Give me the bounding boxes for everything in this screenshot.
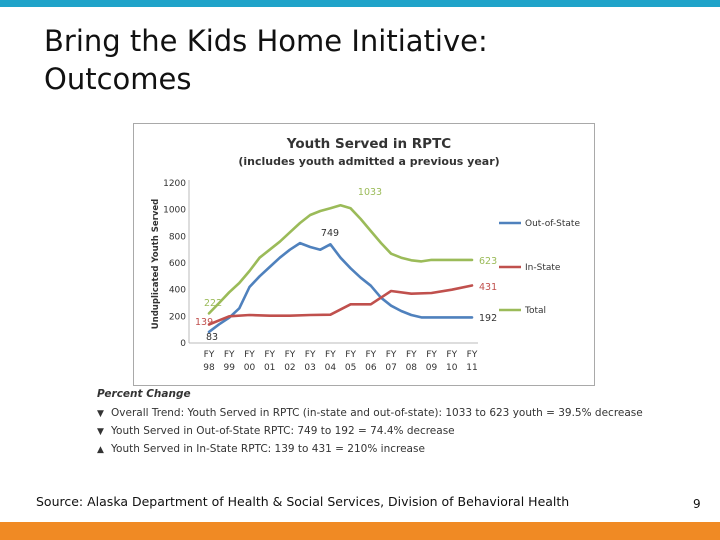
percent-change-row [97, 404, 657, 422]
data-label: 749 [320, 228, 340, 239]
series-line-out-of-state [209, 243, 472, 332]
x-tick-label: FY 04 [324, 350, 337, 373]
data-label: 1033 [357, 187, 383, 198]
y-tick-label: 1200 [163, 179, 186, 189]
data-label: 83 [206, 332, 219, 343]
y-tick-label: 400 [168, 285, 186, 296]
y-tick-label: 200 [168, 312, 186, 323]
slide-title-line1: Bring the Kids Home Initiative: [44, 24, 488, 58]
up-triangle-icon: ▲ [97, 445, 104, 455]
percent-change-text: Overall Trend: Youth Served in RPTC (in-state and out-of-state): 1033 to 623 youth = 39.5% decrease [111, 407, 643, 419]
legend-label: Total [525, 306, 547, 316]
x-tick-label: FY 01 [263, 350, 276, 373]
legend-label: In-State [525, 263, 561, 273]
chart-title: Youth Served in RPTC [286, 136, 452, 152]
x-tick-label: FY 09 [425, 350, 438, 373]
top-accent-bar [0, 0, 720, 7]
x-tick-label: FY 10 [446, 350, 458, 373]
x-tick-label: FY 99 [223, 350, 235, 373]
percent-change-row [97, 440, 657, 458]
x-tick-label: FY 98 [203, 350, 215, 373]
x-tick-label: FY 05 [344, 350, 357, 373]
data-label: 139 [195, 317, 214, 328]
x-tick-label: FY 06 [365, 350, 377, 373]
x-tick-label: FY 02 [284, 350, 296, 373]
source-note: Source: Alaska Department of Health & Social Services, Division of Behavioral Health [36, 494, 570, 509]
x-tick-label: FY 00 [243, 350, 256, 373]
x-tick-label: FY 11 [466, 350, 478, 373]
data-label: 431 [479, 282, 498, 293]
percent-change-text: Youth Served in In-State RPTC: 139 to 431 = 210% increase [111, 443, 425, 455]
x-tick-label: FY 07 [385, 350, 397, 373]
line-chart [134, 124, 596, 387]
percent-change-heading: Percent Change [97, 388, 191, 400]
chart-panel [133, 123, 595, 386]
chart-subtitle: (includes youth admitted a previous year) [238, 155, 500, 168]
bottom-accent-bar [0, 522, 720, 540]
x-tick-label: FY 08 [405, 350, 418, 373]
y-tick-label: 1000 [163, 205, 186, 216]
percent-change-section [97, 388, 657, 458]
y-axis-label: Unduplicated Youth Served [151, 198, 161, 330]
slide-title [44, 22, 644, 98]
y-tick-label: 600 [168, 259, 186, 269]
percent-change-text: Youth Served in Out-of-State RPTC: 749 to 192 = 74.4% decrease [111, 425, 455, 437]
down-triangle-icon: ▼ [97, 409, 104, 419]
page-number: 9 [693, 497, 701, 511]
down-triangle-icon: ▼ [97, 427, 104, 437]
data-label: 192 [479, 313, 498, 324]
data-label: 623 [479, 256, 498, 267]
y-tick-label: 0 [180, 339, 186, 349]
slide-title-line2: Outcomes [44, 62, 192, 96]
x-tick-label: FY 03 [304, 350, 316, 373]
y-tick-label: 800 [168, 232, 186, 243]
percent-change-row [97, 422, 657, 440]
data-label: 222 [204, 298, 223, 309]
legend-label: Out-of-State [525, 219, 580, 229]
